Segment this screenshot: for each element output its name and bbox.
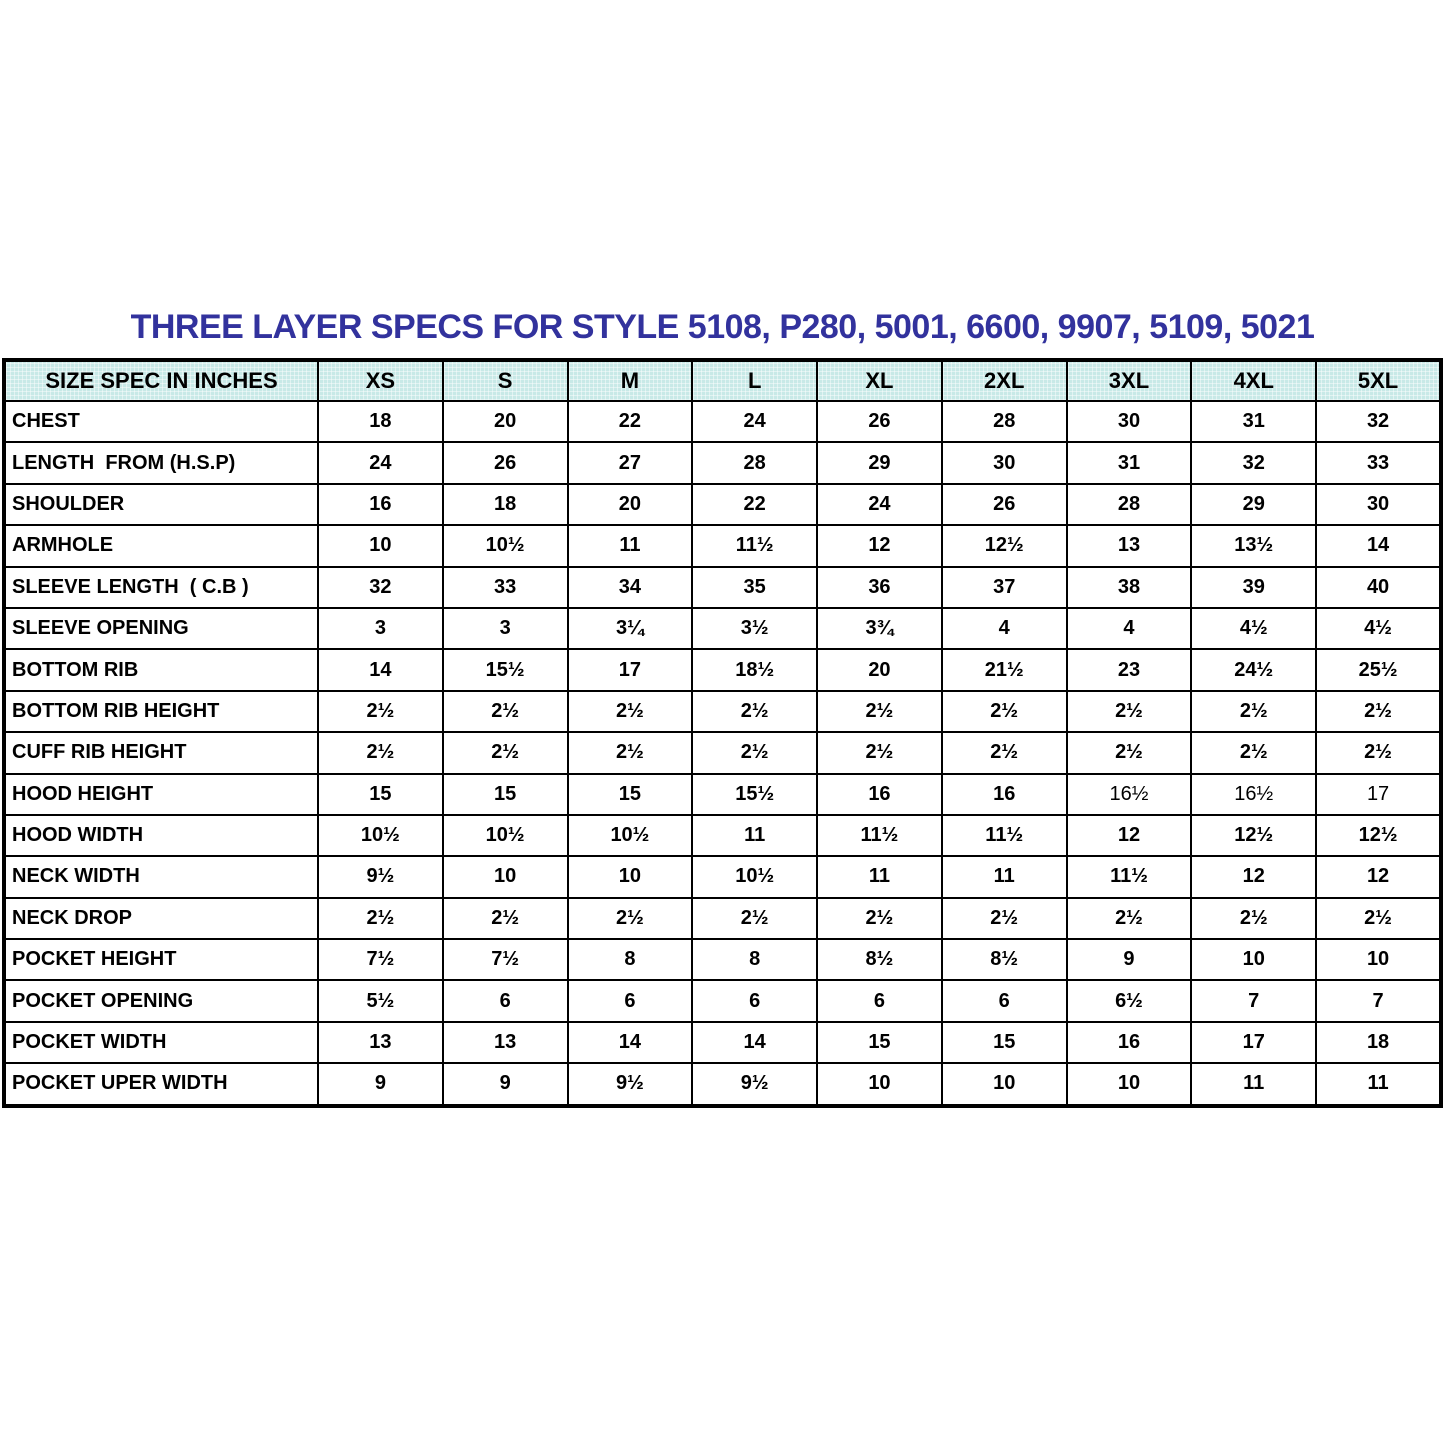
value-cell: 17 (1191, 1022, 1316, 1063)
value-cell: 2½ (568, 898, 693, 939)
value-cell: 2½ (1067, 898, 1192, 939)
value-cell: 3 (318, 608, 443, 649)
value-cell: 11½ (942, 815, 1067, 856)
value-cell: 20 (443, 401, 568, 442)
value-cell: 17 (1316, 774, 1441, 815)
value-cell: 30 (942, 442, 1067, 483)
value-cell: 12 (1191, 856, 1316, 897)
value-cell: 10½ (443, 815, 568, 856)
value-cell: 38 (1067, 567, 1192, 608)
value-cell: 10 (1191, 939, 1316, 980)
row-label: POCKET WIDTH (4, 1022, 318, 1063)
row-label: CUFF RIB HEIGHT (4, 732, 318, 773)
value-cell: 24 (817, 484, 942, 525)
value-cell: 18 (443, 484, 568, 525)
value-cell: 4½ (1191, 608, 1316, 649)
value-cell: 2½ (318, 732, 443, 773)
value-cell: 2½ (1191, 898, 1316, 939)
value-cell: 5½ (318, 980, 443, 1021)
row-label: SLEEVE OPENING (4, 608, 318, 649)
value-cell: 6 (568, 980, 693, 1021)
value-cell: 8½ (817, 939, 942, 980)
value-cell: 15½ (443, 649, 568, 690)
value-cell: 10 (318, 525, 443, 566)
row-label: BOTTOM RIB (4, 649, 318, 690)
value-cell: 28 (942, 401, 1067, 442)
value-cell: 10½ (692, 856, 817, 897)
table-row (4, 442, 1441, 483)
value-cell: 4 (942, 608, 1067, 649)
value-cell: 32 (1316, 401, 1441, 442)
value-cell: 7 (1191, 980, 1316, 1021)
value-cell: 28 (1067, 484, 1192, 525)
value-cell: 24 (318, 442, 443, 483)
table-row (4, 691, 1441, 732)
value-cell: 7 (1316, 980, 1441, 1021)
column-header-m: M (568, 360, 693, 401)
row-label: POCKET UPER WIDTH (4, 1063, 318, 1105)
table-row (4, 1063, 1441, 1105)
size-spec-table (2, 358, 1443, 1108)
column-header-xs: XS (318, 360, 443, 401)
value-cell: 2½ (1316, 732, 1441, 773)
value-cell: 2½ (1316, 691, 1441, 732)
value-cell: 9 (443, 1063, 568, 1105)
value-cell: 24½ (1191, 649, 1316, 690)
value-cell: 2½ (692, 732, 817, 773)
value-cell: 2½ (817, 732, 942, 773)
value-cell: 32 (318, 567, 443, 608)
value-cell: 33 (1316, 442, 1441, 483)
value-cell: 15 (443, 774, 568, 815)
value-cell: 16 (1067, 1022, 1192, 1063)
value-cell: 18 (1316, 1022, 1441, 1063)
column-header-2xl: 2XL (942, 360, 1067, 401)
value-cell: 22 (692, 484, 817, 525)
value-cell: 12½ (1191, 815, 1316, 856)
value-cell: 2½ (568, 691, 693, 732)
value-cell: 2½ (942, 691, 1067, 732)
row-label: NECK DROP (4, 898, 318, 939)
header-row (4, 360, 1441, 401)
value-cell: 20 (568, 484, 693, 525)
value-cell: 2½ (443, 898, 568, 939)
table-row (4, 649, 1441, 690)
value-cell: 34 (568, 567, 693, 608)
value-cell: 2½ (568, 732, 693, 773)
value-cell: 6 (942, 980, 1067, 1021)
value-cell: 37 (942, 567, 1067, 608)
value-cell: 2½ (1067, 691, 1192, 732)
value-cell: 26 (443, 442, 568, 483)
value-cell: 10 (1316, 939, 1441, 980)
table-row (4, 732, 1441, 773)
value-cell: 10 (443, 856, 568, 897)
value-cell: 6 (817, 980, 942, 1021)
value-cell: 7½ (443, 939, 568, 980)
value-cell: 12 (817, 525, 942, 566)
row-label: POCKET OPENING (4, 980, 318, 1021)
page-title: THREE LAYER SPECS FOR STYLE 5108, P280, 5001, 6600, 9907, 5109, 5021 (130, 308, 1315, 346)
value-cell: 14 (568, 1022, 693, 1063)
value-cell: 11 (568, 525, 693, 566)
value-cell: 10 (568, 856, 693, 897)
value-cell: 12 (1316, 856, 1441, 897)
value-cell: 2½ (942, 732, 1067, 773)
value-cell: 18 (318, 401, 443, 442)
row-label: POCKET HEIGHT (4, 939, 318, 980)
value-cell: 18½ (692, 649, 817, 690)
value-cell: 24 (692, 401, 817, 442)
table-row (4, 1022, 1441, 1063)
value-cell: 14 (692, 1022, 817, 1063)
value-cell: 3¾ (817, 608, 942, 649)
value-cell: 40 (1316, 567, 1441, 608)
value-cell: 2½ (1067, 732, 1192, 773)
row-label: SHOULDER (4, 484, 318, 525)
table-row (4, 898, 1441, 939)
value-cell: 9½ (318, 856, 443, 897)
value-cell: 8 (568, 939, 693, 980)
value-cell: 39 (1191, 567, 1316, 608)
column-header-s: S (443, 360, 568, 401)
row-label: CHEST (4, 401, 318, 442)
value-cell: 2½ (692, 691, 817, 732)
value-cell: 12 (1067, 815, 1192, 856)
value-cell: 30 (1067, 401, 1192, 442)
table-body (4, 401, 1441, 1106)
value-cell: 6½ (1067, 980, 1192, 1021)
value-cell: 2½ (318, 898, 443, 939)
value-cell: 10½ (568, 815, 693, 856)
value-cell: 16 (942, 774, 1067, 815)
value-cell: 11½ (1067, 856, 1192, 897)
value-cell: 13½ (1191, 525, 1316, 566)
value-cell: 13 (318, 1022, 443, 1063)
value-cell: 16 (318, 484, 443, 525)
value-cell: 16 (817, 774, 942, 815)
value-cell: 4½ (1316, 608, 1441, 649)
value-cell: 9½ (568, 1063, 693, 1105)
table-row (4, 939, 1441, 980)
value-cell: 29 (1191, 484, 1316, 525)
value-cell: 36 (817, 567, 942, 608)
value-cell: 11 (1191, 1063, 1316, 1105)
column-header-label: SIZE SPEC IN INCHES (4, 360, 318, 401)
value-cell: 2½ (443, 691, 568, 732)
value-cell: 20 (817, 649, 942, 690)
table-row (4, 608, 1441, 649)
value-cell: 27 (568, 442, 693, 483)
row-label: NECK WIDTH (4, 856, 318, 897)
value-cell: 15½ (692, 774, 817, 815)
value-cell: 26 (942, 484, 1067, 525)
value-cell: 7½ (318, 939, 443, 980)
value-cell: 33 (443, 567, 568, 608)
value-cell: 26 (817, 401, 942, 442)
value-cell: 11½ (817, 815, 942, 856)
value-cell: 10 (942, 1063, 1067, 1105)
value-cell: 2½ (1191, 732, 1316, 773)
value-cell: 31 (1191, 401, 1316, 442)
value-cell: 2½ (817, 898, 942, 939)
value-cell: 15 (318, 774, 443, 815)
value-cell: 9 (1067, 939, 1192, 980)
value-cell: 15 (942, 1022, 1067, 1063)
column-header-3xl: 3XL (1067, 360, 1192, 401)
value-cell: 12½ (942, 525, 1067, 566)
value-cell: 11 (1316, 1063, 1441, 1105)
table-row (4, 815, 1441, 856)
value-cell: 8 (692, 939, 817, 980)
table-row (4, 980, 1441, 1021)
column-header-l: L (692, 360, 817, 401)
value-cell: 2½ (443, 732, 568, 773)
table-row (4, 484, 1441, 525)
value-cell: 21½ (942, 649, 1067, 690)
value-cell: 32 (1191, 442, 1316, 483)
table-row (4, 525, 1441, 566)
row-label: SLEEVE LENGTH ( C.B ) (4, 567, 318, 608)
value-cell: 31 (1067, 442, 1192, 483)
value-cell: 10 (817, 1063, 942, 1105)
value-cell: 14 (318, 649, 443, 690)
value-cell: 2½ (1316, 898, 1441, 939)
value-cell: 13 (443, 1022, 568, 1063)
value-cell: 2½ (817, 691, 942, 732)
value-cell: 4 (1067, 608, 1192, 649)
value-cell: 30 (1316, 484, 1441, 525)
value-cell: 3¼ (568, 608, 693, 649)
value-cell: 29 (817, 442, 942, 483)
value-cell: 10½ (443, 525, 568, 566)
column-header-xl: XL (817, 360, 942, 401)
value-cell: 15 (568, 774, 693, 815)
value-cell: 11½ (692, 525, 817, 566)
value-cell: 6 (443, 980, 568, 1021)
value-cell: 25½ (1316, 649, 1441, 690)
value-cell: 6 (692, 980, 817, 1021)
table-row (4, 774, 1441, 815)
value-cell: 9 (318, 1063, 443, 1105)
row-label: HOOD HEIGHT (4, 774, 318, 815)
value-cell: 15 (817, 1022, 942, 1063)
table-row (4, 401, 1441, 442)
column-header-4xl: 4XL (1191, 360, 1316, 401)
value-cell: 11 (692, 815, 817, 856)
value-cell: 2½ (692, 898, 817, 939)
row-label: HOOD WIDTH (4, 815, 318, 856)
table-row (4, 856, 1441, 897)
value-cell: 12½ (1316, 815, 1441, 856)
value-cell: 3 (443, 608, 568, 649)
value-cell: 3½ (692, 608, 817, 649)
value-cell: 17 (568, 649, 693, 690)
value-cell: 11 (817, 856, 942, 897)
row-label: LENGTH FROM (H.S.P) (4, 442, 318, 483)
table-header (4, 360, 1441, 401)
value-cell: 28 (692, 442, 817, 483)
row-label: ARMHOLE (4, 525, 318, 566)
value-cell: 2½ (318, 691, 443, 732)
value-cell: 2½ (1191, 691, 1316, 732)
value-cell: 9½ (692, 1063, 817, 1105)
value-cell: 10½ (318, 815, 443, 856)
value-cell: 35 (692, 567, 817, 608)
row-label: BOTTOM RIB HEIGHT (4, 691, 318, 732)
value-cell: 22 (568, 401, 693, 442)
value-cell: 2½ (942, 898, 1067, 939)
value-cell: 23 (1067, 649, 1192, 690)
value-cell: 11 (942, 856, 1067, 897)
column-header-5xl: 5XL (1316, 360, 1441, 401)
value-cell: 13 (1067, 525, 1192, 566)
table-row (4, 567, 1441, 608)
value-cell: 14 (1316, 525, 1441, 566)
value-cell: 16½ (1067, 774, 1192, 815)
value-cell: 10 (1067, 1063, 1192, 1105)
value-cell: 8½ (942, 939, 1067, 980)
value-cell: 16½ (1191, 774, 1316, 815)
